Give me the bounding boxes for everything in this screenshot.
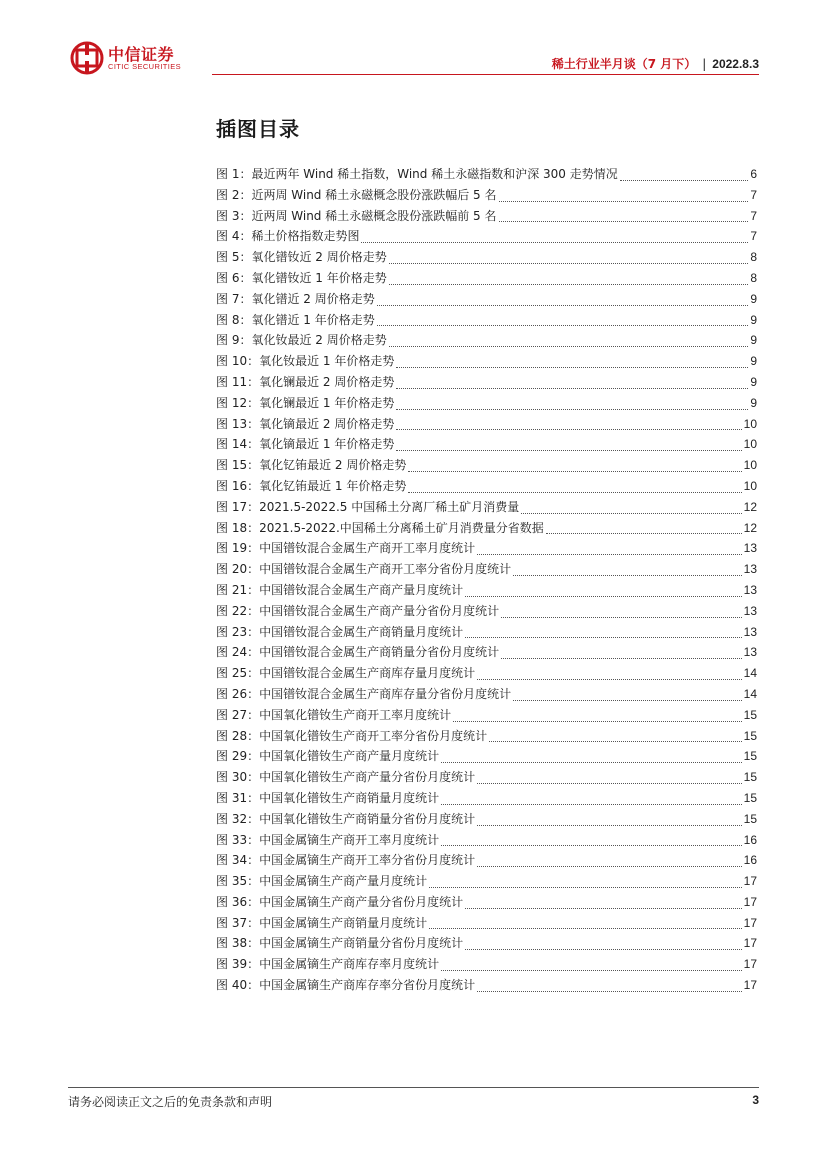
logo-english-name: CITIC SECURITIES <box>108 62 182 71</box>
toc-dot-leader <box>465 907 742 909</box>
toc-dot-leader <box>453 720 742 722</box>
toc-entry-page: 16 <box>743 832 757 847</box>
toc-entry-label: 图 3： <box>216 208 252 223</box>
toc-entry-title: 氧化镨钕近 2 周价格走势 <box>251 250 387 265</box>
toc-entry-label: 图 15： <box>216 458 260 473</box>
toc-entry-label: 图 36： <box>216 894 260 909</box>
toc-entry-label: 图 35： <box>216 874 260 889</box>
toc-entry-title: 中国金属镝生产商销量分省份月度统计 <box>259 936 464 951</box>
toc-entry[interactable] <box>216 914 757 935</box>
toc-entry-title: 氧化钕最近 1 年价格走势 <box>259 354 395 369</box>
toc-entry-label: 图 17： <box>216 499 260 514</box>
toc-entry[interactable] <box>216 664 757 685</box>
toc-entry-label: 图 30： <box>216 770 260 785</box>
toc-title: 插图目录 <box>216 117 300 141</box>
toc-entry-title: 近两周 Wind 稀土永磁概念股份涨跌幅后 5 名 <box>251 187 497 202</box>
toc-entry-title: 中国金属镝生产商产量分省份月度统计 <box>259 894 464 909</box>
toc-entry-title: 氧化镧最近 1 年价格走势 <box>259 395 395 410</box>
toc-dot-leader <box>477 865 742 867</box>
toc-entry-label: 图 29： <box>216 749 260 764</box>
page-header <box>0 0 827 80</box>
page-number: 3 <box>752 1093 759 1107</box>
toc-entry[interactable] <box>216 207 757 228</box>
toc-entry-page: 17 <box>743 936 757 951</box>
toc-entry-page: 10 <box>743 416 757 431</box>
toc-dot-leader <box>489 740 742 742</box>
report-date: 2022.8.3 <box>712 57 759 71</box>
toc-entry-title: 氧化镨钕近 1 年价格走势 <box>251 270 387 285</box>
toc-entry-label: 图 37： <box>216 915 260 930</box>
toc-entry-label: 图 7： <box>216 291 252 306</box>
report-title: 稀土行业半月谈（7 月下） <box>551 57 697 71</box>
citic-logo-icon <box>70 41 104 75</box>
toc-entry-title: 氧化镝最近 1 年价格走势 <box>259 437 395 452</box>
toc-dot-leader <box>429 927 742 929</box>
toc-entry-title: 氧化钇铕最近 1 年价格走势 <box>259 478 407 493</box>
toc-entry[interactable] <box>216 227 757 248</box>
toc-dot-leader <box>396 408 748 410</box>
toc-entry[interactable] <box>216 934 757 955</box>
toc-entry[interactable] <box>216 768 757 789</box>
toc-entry-label: 图 38： <box>216 936 260 951</box>
toc-entry[interactable] <box>216 706 757 727</box>
toc-dot-leader <box>465 636 742 638</box>
toc-entry[interactable] <box>216 165 757 186</box>
toc-entry-page: 15 <box>743 790 757 805</box>
toc-entry[interactable] <box>216 872 757 893</box>
toc-entry-label: 图 12： <box>216 395 260 410</box>
toc-entry-page: 7 <box>750 208 757 223</box>
toc-entry-page: 6 <box>750 167 757 181</box>
toc-dot-leader <box>513 574 742 576</box>
toc-dot-leader <box>501 616 742 618</box>
footer-divider <box>68 1087 759 1088</box>
toc-dot-leader <box>620 179 749 181</box>
toc-dot-leader <box>465 595 742 597</box>
toc-entry-label: 图 8： <box>216 312 252 327</box>
toc-dot-leader <box>441 803 742 805</box>
toc-entry[interactable] <box>216 498 757 519</box>
toc-entry[interactable] <box>216 581 757 602</box>
toc-entry[interactable] <box>216 456 757 477</box>
citic-logo <box>70 41 185 75</box>
toc-entry-label: 图 26： <box>216 686 260 701</box>
toc-entry-title: 氧化镧最近 2 周价格走势 <box>259 374 395 389</box>
toc-entry-label: 图 27： <box>216 707 260 722</box>
toc-entry-title: 中国镨钕混合金属生产商库存量分省份月度统计 <box>259 686 512 701</box>
toc-dot-leader <box>546 532 742 534</box>
toc-entry[interactable] <box>216 269 757 290</box>
toc-entry[interactable] <box>216 539 757 560</box>
toc-entry[interactable] <box>216 955 757 976</box>
toc-entry-page: 8 <box>750 250 757 265</box>
toc-entry-label: 图 33： <box>216 832 260 847</box>
toc-dot-leader <box>465 948 742 950</box>
toc-dot-leader <box>429 886 742 888</box>
toc-entry[interactable] <box>216 727 757 748</box>
toc-entry[interactable] <box>216 373 757 394</box>
toc-entry-page: 13 <box>743 562 757 577</box>
toc-entry-label: 图 23： <box>216 624 260 639</box>
toc-dot-leader <box>396 387 748 389</box>
toc-dot-leader <box>441 761 742 763</box>
toc-entry-title: 中国金属镝生产商开工率分省份月度统计 <box>259 853 476 868</box>
toc-entry-page: 13 <box>743 603 757 618</box>
toc-dot-leader <box>477 553 742 555</box>
toc-entry-page: 9 <box>750 291 757 306</box>
toc-entry-title: 中国氧化镨钕生产商开工率分省份月度统计 <box>259 728 488 743</box>
toc-entry[interactable] <box>216 435 757 456</box>
toc-entry-title: 中国镨钕混合金属生产商库存量月度统计 <box>259 666 476 681</box>
toc-entry-title: 氧化镨近 2 周价格走势 <box>251 291 375 306</box>
toc-entry-page: 15 <box>743 811 757 826</box>
toc-entry-label: 图 14： <box>216 437 260 452</box>
toc-dot-leader <box>396 366 748 368</box>
toc-entry-title: 中国镨钕混合金属生产商销量分省份月度统计 <box>259 645 500 660</box>
toc-entry-page: 14 <box>743 666 757 681</box>
toc-entry-page: 7 <box>750 229 757 244</box>
toc-entry-title: 中国金属镝生产商库存率分省份月度统计 <box>259 978 476 993</box>
toc-entry-page: 15 <box>743 707 757 722</box>
toc-entry-title: 最近两年 Wind 稀土指数，Wind 稀土永磁指数和沪深 300 走势情况 <box>251 167 618 181</box>
toc-entry[interactable] <box>216 560 757 581</box>
toc-dot-leader <box>441 969 742 971</box>
toc-entry-page: 13 <box>743 645 757 660</box>
toc-entry[interactable] <box>216 602 757 623</box>
toc-entry[interactable] <box>216 685 757 706</box>
toc-entry-title: 中国氧化镨钕生产商产量分省份月度统计 <box>259 770 476 785</box>
toc-entry[interactable] <box>216 893 757 914</box>
toc-entry-label: 图 22： <box>216 603 260 618</box>
toc-entry-page: 10 <box>743 478 757 493</box>
toc-entry-page: 15 <box>743 770 757 785</box>
toc-entry-page: 9 <box>750 354 757 369</box>
toc-entry-title: 中国氧化镨钕生产商产量月度统计 <box>259 749 440 764</box>
toc-entry-title: 2021.5-2022.5 中国稀土分离厂稀土矿月消费量 <box>259 499 520 514</box>
toc-entry-label: 图 28： <box>216 728 260 743</box>
toc-entry[interactable] <box>216 643 757 664</box>
header-separator: | <box>702 57 707 71</box>
toc-dot-leader <box>477 782 742 784</box>
toc-dot-leader <box>477 678 742 680</box>
toc-entry[interactable] <box>216 851 757 872</box>
toc-entry-label: 图 2： <box>216 187 252 202</box>
toc-entry[interactable] <box>216 352 757 373</box>
toc-entry-page: 17 <box>743 915 757 930</box>
toc-entry-title: 中国金属镝生产商库存率月度统计 <box>259 957 440 972</box>
toc-entry-title: 近两周 Wind 稀土永磁概念股份涨跌幅前 5 名 <box>251 208 497 223</box>
toc-dot-leader <box>396 449 741 451</box>
toc-entry[interactable] <box>216 290 757 311</box>
toc-entry-page: 17 <box>743 874 757 889</box>
toc-entry[interactable] <box>216 976 757 997</box>
toc-entry[interactable] <box>216 789 757 810</box>
toc-entry-page: 13 <box>743 582 757 597</box>
toc-dot-leader <box>477 824 742 826</box>
toc-entry-page: 12 <box>743 499 757 514</box>
toc-entry-page: 10 <box>743 437 757 452</box>
toc-entry-label: 图 10： <box>216 354 260 369</box>
toc-entry[interactable] <box>216 331 757 352</box>
toc-entry-page: 15 <box>743 749 757 764</box>
toc-entry-page: 7 <box>750 187 757 202</box>
toc-entry[interactable] <box>216 394 757 415</box>
toc-dot-leader <box>389 345 749 347</box>
toc-entry[interactable] <box>216 810 757 831</box>
toc-dot-leader <box>389 283 749 285</box>
toc-entry[interactable] <box>216 415 757 436</box>
toc-entry-title: 稀土价格指数走势图 <box>251 229 360 244</box>
toc-dot-leader <box>499 220 749 222</box>
toc-entry-title: 氧化钇铕最近 2 周价格走势 <box>259 458 407 473</box>
toc-dot-leader <box>441 844 742 846</box>
toc-entry-label: 图 18： <box>216 520 260 535</box>
toc-entry-label: 图 1： <box>216 167 252 181</box>
toc-dot-leader <box>521 512 741 514</box>
toc-entry[interactable] <box>216 311 757 332</box>
toc-entry-page: 9 <box>750 374 757 389</box>
toc-dot-leader <box>513 699 742 701</box>
toc-entry-page: 13 <box>743 541 757 556</box>
toc-entry-label: 图 5： <box>216 250 252 265</box>
toc-entry-title: 氧化镝最近 2 周价格走势 <box>259 416 395 431</box>
toc-entry[interactable] <box>216 186 757 207</box>
toc-entry[interactable] <box>216 831 757 852</box>
toc-entry-label: 图 24： <box>216 645 260 660</box>
toc-entry-label: 图 6： <box>216 270 252 285</box>
toc-entry-page: 9 <box>750 333 757 348</box>
toc-entry-label: 图 19： <box>216 541 260 556</box>
toc-dot-leader <box>501 657 742 659</box>
toc-dot-leader <box>408 491 741 493</box>
toc-entry-label: 图 25： <box>216 666 260 681</box>
toc-entry-page: 12 <box>743 520 757 535</box>
toc-entry[interactable] <box>216 477 757 498</box>
toc-entry-title: 中国镨钕混合金属生产商开工率月度统计 <box>259 541 476 556</box>
toc-entry-label: 图 20： <box>216 562 260 577</box>
toc-entry-label: 图 32： <box>216 811 260 826</box>
report-header-info <box>552 55 759 72</box>
toc-entry-title: 中国镨钕混合金属生产商开工率分省份月度统计 <box>259 562 512 577</box>
toc-dot-leader <box>361 241 748 243</box>
toc-entry[interactable] <box>216 248 757 269</box>
toc-entry-title: 中国镨钕混合金属生产商产量月度统计 <box>259 582 464 597</box>
toc-dot-leader <box>396 428 741 430</box>
toc-entry-label: 图 4： <box>216 229 252 244</box>
toc-entry-label: 图 34： <box>216 853 260 868</box>
toc-entry-page: 17 <box>743 978 757 993</box>
toc-dot-leader <box>377 324 749 326</box>
toc-dot-leader <box>408 470 741 472</box>
toc-entry-page: 17 <box>743 957 757 972</box>
toc-entry-title: 中国金属镝生产商销量月度统计 <box>259 915 428 930</box>
toc-entry-label: 图 40： <box>216 978 260 993</box>
toc-entry-title: 中国镨钕混合金属生产商产量分省份月度统计 <box>259 603 500 618</box>
footer-disclaimer: 请务必阅读正文之后的免责条款和声明 <box>68 1095 273 1109</box>
toc-dot-leader <box>499 200 749 202</box>
toc-entry-label: 图 39： <box>216 957 260 972</box>
toc-entry-page: 9 <box>750 395 757 410</box>
toc-entry-page: 15 <box>743 728 757 743</box>
toc-entry-label: 图 31： <box>216 790 260 805</box>
logo-chinese-name: 中信证券 <box>108 45 175 64</box>
toc-entry-page: 14 <box>743 686 757 701</box>
toc-entry-title: 中国氧化镨钕生产商销量分省份月度统计 <box>259 811 476 826</box>
toc-entry-title: 2021.5-2022.中国稀土分离稀土矿月消费量分省数据 <box>259 520 544 535</box>
toc-entry-page: 8 <box>750 270 757 285</box>
figure-list <box>216 165 757 997</box>
toc-entry-page: 13 <box>743 624 757 639</box>
header-divider <box>212 74 759 75</box>
toc-entry-page: 10 <box>743 458 757 473</box>
toc-dot-leader <box>477 990 742 992</box>
toc-entry-label: 图 9： <box>216 333 252 348</box>
toc-entry-title: 中国氧化镨钕生产商销量月度统计 <box>259 790 440 805</box>
toc-entry-title: 中国金属镝生产商开工率月度统计 <box>259 832 440 847</box>
toc-entry-title: 中国氧化镨钕生产商开工率月度统计 <box>259 707 452 722</box>
toc-entry-label: 图 21： <box>216 582 260 597</box>
toc-dot-leader <box>377 304 749 306</box>
toc-entry-page: 9 <box>750 312 757 327</box>
toc-entry[interactable] <box>216 519 757 540</box>
toc-entry-label: 图 11： <box>216 374 260 389</box>
toc-entry[interactable] <box>216 747 757 768</box>
toc-entry-title: 氧化钕最近 2 周价格走势 <box>251 333 387 348</box>
toc-entry-title: 中国金属镝生产商产量月度统计 <box>259 874 428 889</box>
toc-entry-label: 图 13： <box>216 416 260 431</box>
toc-entry-label: 图 16： <box>216 478 260 493</box>
toc-entry-page: 17 <box>743 894 757 909</box>
toc-dot-leader <box>389 262 749 264</box>
toc-entry-title: 中国镨钕混合金属生产商销量月度统计 <box>259 624 464 639</box>
toc-entry[interactable] <box>216 623 757 644</box>
toc-entry-page: 16 <box>743 853 757 868</box>
toc-entry-title: 氧化镨近 1 年价格走势 <box>251 312 375 327</box>
